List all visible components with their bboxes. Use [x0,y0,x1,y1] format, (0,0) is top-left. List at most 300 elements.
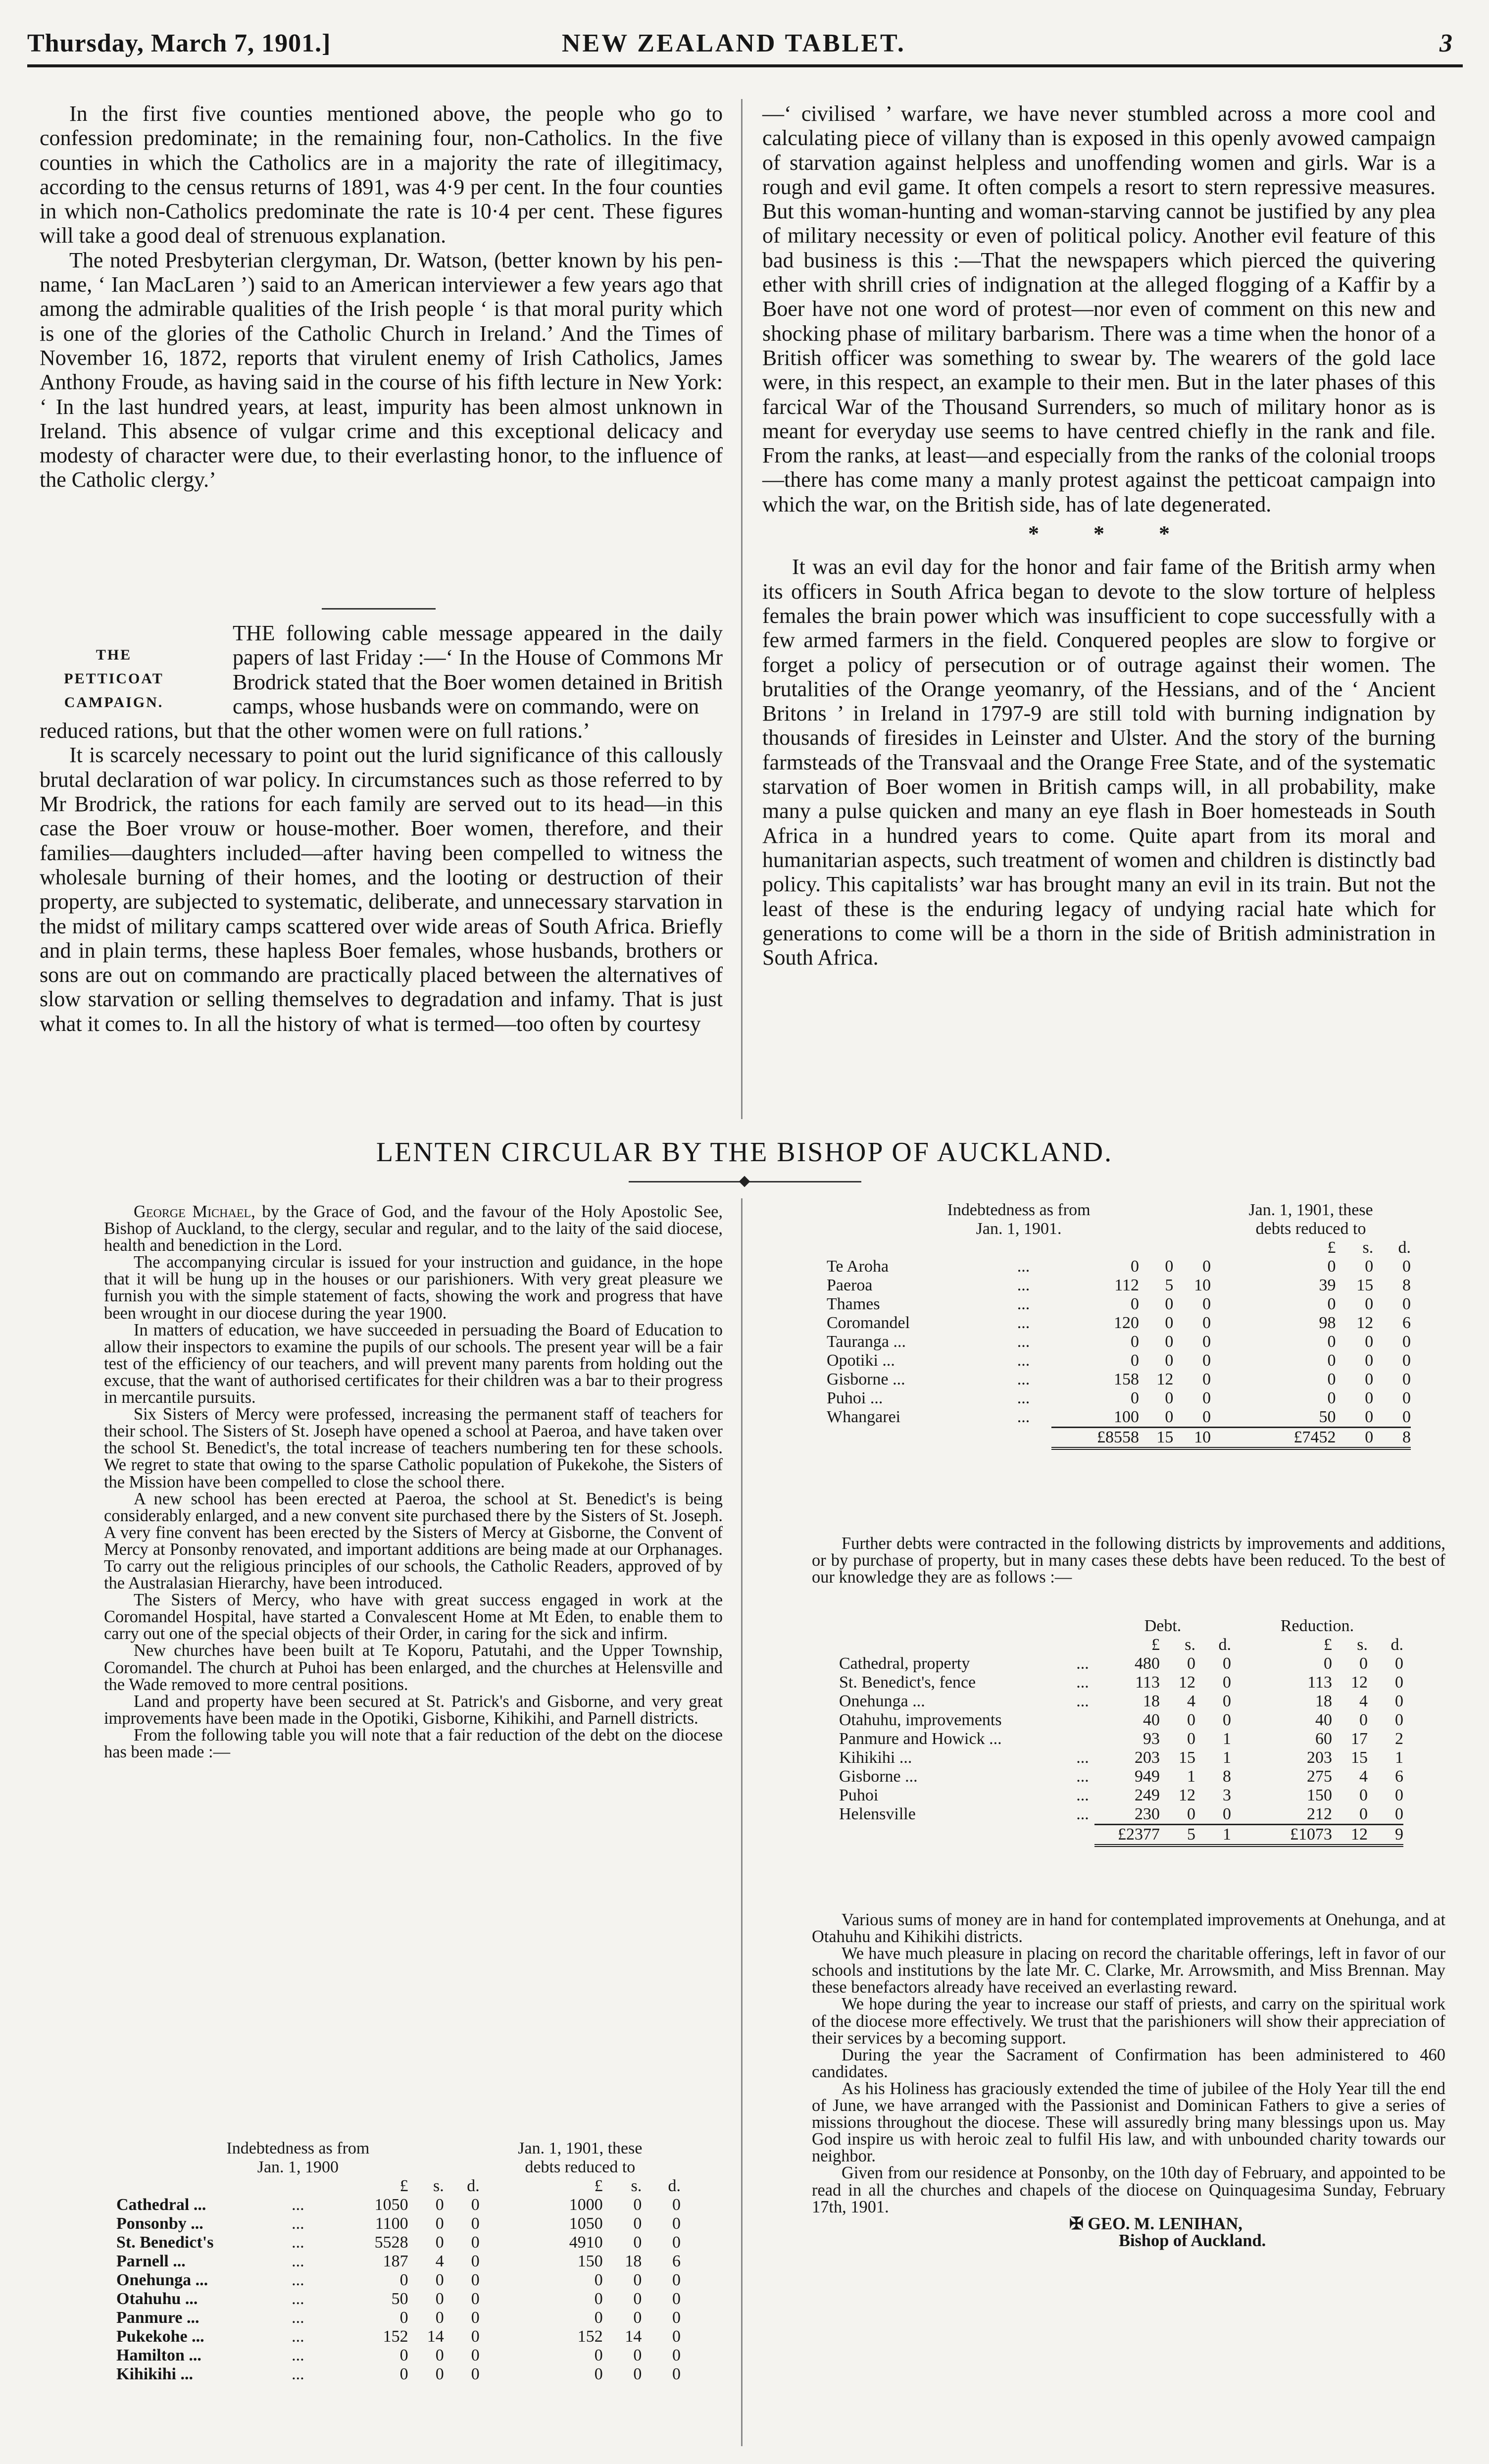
row-leader: ... [1017,1276,1030,1294]
reduced-pounds: 0 [594,2309,603,2327]
signature: ✠ GEO. M. LENIHAN, [1069,2214,1242,2233]
row-leader: ... [292,2196,304,2214]
paragraph: Further debts were contracted in the following districts by improvements and additions, or by purchase of property, but in many cases these debts have been reduced. To the best of our knowledge they are as follows :— [812,1534,1445,1587]
table-head-left: Indebtedness as from [226,2139,370,2157]
debt-shillings: 15 [1179,1748,1195,1767]
reduced-shillings: 17 [1351,1730,1368,1748]
table-head-right: Jan. 1, 1901, these [518,2139,643,2157]
reduced-shillings: 4 [1359,1692,1368,1710]
paragraph: The accompanying circular is issued for your instruction and guidance, in the hope that it will be hung up in the houses or our parishioners. With very great pleasure we furnish you with the simple statement of facts, showing the work and progress that have been wrought in our diocese during the year 1900. [104,1253,723,1323]
table-row [116,2346,681,2365]
debt-shillings: 5 [1165,1276,1174,1294]
debt-pence: 0 [471,2290,480,2308]
debt-pounds: 40 [1143,1711,1160,1729]
upper-left-column [40,102,723,492]
debt-pence: 1 [1223,1748,1231,1767]
debt-pence: 0 [471,2233,480,2252]
table-row [116,2271,681,2290]
table-row [839,1786,1403,1805]
row-leader: ... [1017,1295,1030,1313]
reduced-shillings: 15 [1356,1276,1374,1294]
debt-shillings: 12 [1179,1673,1195,1692]
debt-pounds: 50 [391,2290,408,2308]
debt-pence: 0 [1202,1314,1211,1332]
reduced-pounds: 275 [1307,1767,1332,1786]
upper-left-column-cont [40,621,723,1036]
table-row [116,2290,681,2309]
debt-pounds: 949 [1135,1767,1160,1786]
paragraph: The noted Presbyterian clergyman, Dr. Watson, (better known by his pen-name, ‘ Ian MacLaren ’) said to an American interviewer a few years ago that among the admirable qualities of the Irish people ‘ is that moral purity which is one of the glories of the Catholic Church in Ireland.’ And the Times of November 16, 1872, reports that virulent enemy of Irish Catholics, James Anthony Froude, as having said in the course of his fifth lecture in New York: ‘ In the last hundred years, at least, impurity has been almost unknown in Ireland. This absence of vulgar crime and this exceptional delicacy and modesty of character were due, to their everlasting honor, to the influence of the Catholic clergy.’ [40,248,723,492]
ornament-diamond [739,1176,750,1187]
reduced-pence: 0 [672,2233,681,2252]
debt-shillings: 0 [1165,1351,1174,1370]
debt-pence: 0 [471,2309,480,2327]
debt-pence: 3 [1223,1786,1231,1804]
debt-shillings: 0 [435,2290,444,2308]
reduced-pounds: 0 [1327,1257,1336,1276]
debt-pence: 0 [1202,1408,1211,1426]
debt-pence: 0 [1223,1805,1231,1823]
reduced-pence: 0 [1402,1370,1411,1388]
table-body [839,1654,1403,1825]
paragraph: In matters of education, we have succeeded in persuading the Board of Education to allow their inspectors to examine the pupils of our schools. The present year will be a fair test of the efficiency of our teachers, and will prevent many parents from holding out the excuse, that the want of authorised certificates for their children was a bar to their progress in mercantile pursuits. [104,1320,723,1407]
paragraph: We hope during the year to increase our staff of priests, and carry on the spiritual work of the diocese more effectively. We trust that the parishioners will show their appreciation of their services by a becoming support. [812,1995,1445,2048]
paragraph: Given from our residence at Ponsonby, on the 10th day of February, and appointed to be read in all the churches and chapels of the diocese on Quinquagesima Sunday, February 17th, 1901. [812,2163,1445,2216]
reduced-shillings: 18 [625,2252,642,2270]
reduced-pounds: 18 [1315,1692,1332,1710]
row-leader: ... [1076,1767,1089,1786]
reduced-pence: 0 [1395,1805,1403,1823]
debt-pounds: 0 [1130,1295,1139,1313]
debt-pence: 0 [471,2365,480,2383]
debt-shillings: 0 [435,2346,444,2364]
table-total-row: £2377 5 1 £1073 12 9 [839,1825,1403,1846]
row-leader: ... [292,2290,304,2308]
row-name: Panmure ... [116,2309,199,2327]
reduced-shillings: 15 [1351,1748,1368,1767]
paragraph: Land and property have been secured at St. Patrick's and Gisborne, and very great improvements have been made in the Opotiki, Gisborne, Kihikihi, and Parnell districts. [104,1692,723,1728]
reduced-shillings: 12 [1351,1673,1368,1692]
circular-left-column [104,1203,723,1760]
signature-title: Bishop of Auckland. [1119,2231,1266,2250]
reduced-shillings: 0 [633,2214,642,2233]
debt-pounds: 0 [399,2271,408,2289]
debt-shillings: 0 [1187,1730,1195,1748]
debt-pounds: 112 [1114,1276,1139,1294]
reduced-shillings: 0 [1365,1295,1374,1313]
row-name: Tauranga ... [827,1333,906,1351]
debt-pounds: 187 [383,2252,408,2270]
debt-pounds: 120 [1113,1314,1139,1332]
debt-shillings: 0 [1187,1654,1195,1673]
debt-shillings: 12 [1179,1786,1195,1804]
paragraph: It was an evil day for the honor and fair fame of the British army when its officers in South Africa began to devote to the slow torture of helpless females the brain power which was insufficient to cope successfully with a few armed farmers in the field. Conquered peoples are slow to forgive or forget a policy of persecution or of outrage against their women. The brutalities of the Orange yeomanry, of the Hessians, and of the ‘ Ancient Britons ’ in Ireland in 1797-9 are still told with burning indignation by thousands of firesides in Leinster and Ulster. And the story of the burning farmsteads of the Transvaal and the Orange Free State, and of the systematic starvation of Boer women in British camps will, in all probability, make many a pulse quicken and many an eye flash in Boer homesteads in South Africa in a hundred years to come. Quite apart from its moral and humanitarian aspects, such treatment of women and children is distinctly bad policy. This capitalists’ war has brought many an evil in its train. But not the least of these is the enduring legacy of undying racial hate which for generations to come will be a thorn in the side of British administration in South Africa. [762,555,1436,970]
row-name: Parnell ... [116,2252,186,2270]
debt-table-1900: Indebtedness as from Jan. 1, 1901, these Jan. 1, 1900 debts reduced to £ s. d. £ s. d. Cathedral ... ... 1050 0 0 1000 0 0 Ponsonby ... ... 1100 0 0 1050 0 0 St. Benedict's ... 5528 0 0 4910 0 0 Parnell ... ... 187 4 0 150 18 6 Onehunga ... ... 0 0 0 0 0 0 Otahuhu ... ... 50 0 0 0 0 0 Panmure ... ... 0 0 0 0 0 0 Pukekohe ... ... 152 14 0 152 14 0 Hamilton ... ... 0 0 0 0 0 0 Kihikihi ... ... 0 0 0 0 0 0 [116,2139,681,2383]
reduced-shillings: 0 [1359,1711,1368,1729]
reduced-shillings: 0 [633,2365,642,2383]
row-name: Ponsonby ... [116,2214,203,2233]
debt-shillings: 0 [435,2309,444,2327]
table-row [839,1805,1403,1825]
debt-pence: 0 [1223,1654,1231,1673]
reduced-pounds: 39 [1319,1276,1336,1294]
reduced-pounds: 4910 [569,2233,603,2252]
reduced-pounds: 0 [1327,1389,1336,1407]
reduced-shillings: 0 [1359,1786,1368,1804]
reduced-pounds: 40 [1315,1711,1332,1729]
reduced-shillings: 0 [633,2309,642,2327]
table-row [839,1711,1403,1730]
debt-shillings: 0 [435,2365,444,2383]
debt-pence: 0 [1202,1389,1211,1407]
debt-pounds: 203 [1135,1748,1160,1767]
reduced-shillings: 0 [1365,1389,1374,1407]
debt-pounds: 0 [1130,1257,1139,1276]
row-name: Gisborne ... [839,1767,918,1786]
debt-pence: 0 [1202,1257,1211,1276]
row-leader: ... [292,2252,304,2270]
debt-pounds: 0 [399,2309,408,2327]
circular-title: LENTEN CIRCULAR BY THE BISHOP OF AUCKLAND. [376,1137,1113,1168]
row-leader: ... [1076,1805,1089,1823]
debt-pounds: 5528 [374,2233,408,2252]
debt-pounds: 1100 [375,2214,408,2233]
debt-pence: 0 [471,2214,480,2233]
debt-pounds: 18 [1143,1692,1160,1710]
reduced-shillings: 0 [633,2196,642,2214]
row-name: St. Benedict's [116,2233,214,2252]
row-leader: ... [1017,1389,1030,1407]
further-debts-table: Debt. Reduction. £ s. d. £ s. d. Cathedral, property ... 480 0 0 0 0 0 St. Benedict's, fence ... 113 12 0 113 12 0 Onehunga ... ... 18 4 0 18 4 0 Otahuhu, improvements 40 0 0 40 0 0 Panmure and Howick ... 93 0 1 60 17 2 Kihikihi ... ... 203 15 1 203 15 1 Gisborne ... ... 949 1 8 275 4 6 Puhoi ... 249 12 3 150 0 0 Helensville ... 230 0 0 212 0 0 £2377 5 1 £1073 12 9 [839,1617,1403,1847]
reduced-pounds: 0 [594,2271,603,2289]
paragraph: George Michael, by the Grace of God, and the favour of the Holy Apostolic See, Bishop of Auckland, to the clergy, secular and regular, and to the laity of the said diocese, health and benediction in the Lord. [104,1202,723,1255]
reduced-pence: 0 [1395,1692,1403,1710]
debt-shillings: 4 [435,2252,444,2270]
table-row [116,2327,681,2346]
reduced-pounds: 203 [1307,1748,1332,1767]
reduced-pence: 0 [1395,1654,1403,1673]
debt-shillings: 1 [1187,1767,1195,1786]
reduced-pence: 0 [1402,1333,1411,1351]
paragraph: THE following cable message appeared in the daily papers of last Friday :—‘ In the House of Commons Mr Brodrick stated that the Boer women detained in British camps, whose husbands were on commando, were on [233,621,723,719]
debt-pence: 0 [1202,1295,1211,1313]
row-leader: ... [292,2309,304,2327]
row-leader: ... [292,2271,304,2289]
table-row [827,1333,1411,1351]
debt-pounds: 93 [1143,1730,1160,1748]
reduced-shillings: 12 [1356,1314,1374,1332]
row-name: St. Benedict's, fence [839,1673,976,1692]
row-name: Pukekohe ... [116,2327,204,2346]
reduced-pounds: 0 [1327,1333,1336,1351]
reduced-shillings: 0 [1365,1408,1374,1426]
debt-pence: 0 [1202,1370,1211,1388]
paragraph: The Sisters of Mercy, who have with great success engaged in work at the Coromandel Hospital, have started a Convalescent Home at Mt Eden, to enable them to carry out one of the special objects of their Order, in caring for the sick and infirm. [104,1591,723,1643]
reduced-pence: 0 [672,2327,681,2346]
reduced-pounds: 0 [1324,1654,1332,1673]
reduced-pence: 0 [1402,1295,1411,1313]
debt-pounds: 0 [399,2365,408,2383]
debt-pence: 0 [1223,1673,1231,1692]
reduced-shillings: 0 [1365,1257,1374,1276]
row-leader [1071,1711,1094,1730]
reduced-pounds: 0 [1327,1351,1336,1370]
table-row [116,2196,681,2214]
reduced-pence: 6 [1395,1767,1403,1786]
section-divider [322,608,436,610]
debt-pounds: 158 [1113,1370,1139,1388]
table-body [827,1257,1411,1428]
debt-pence: 8 [1223,1767,1231,1786]
debt-pence: 0 [471,2327,480,2346]
debt-pence: 1 [1223,1730,1231,1748]
reduced-pounds: 50 [1319,1408,1336,1426]
row-leader: ... [292,2346,304,2364]
row-name: Hamilton ... [116,2346,201,2364]
reduced-shillings: 0 [633,2346,642,2364]
reduced-shillings: 0 [633,2290,642,2308]
circular-right-text-1 [812,1535,1445,1586]
debt-pounds: 230 [1135,1805,1160,1823]
row-name: Puhoi ... [827,1389,883,1407]
reduced-pence: 0 [1395,1673,1403,1692]
debt-shillings: 0 [1165,1314,1174,1332]
row-name: Gisborne ... [827,1370,905,1388]
table-row [827,1408,1411,1428]
row-leader: ... [1076,1786,1089,1804]
paragraph: reduced rations, but that the other women were on full rations.’ [40,719,590,743]
reduced-shillings: 4 [1359,1767,1368,1786]
reduced-pounds: 1050 [569,2214,603,2233]
paragraph: —‘ civilised ’ warfare, we have never stumbled across a more cool and calculating piece of villany than is exposed in this openly avowed campaign of starvation against helpless and unoffending women and girls. War is a rough and evil game. It often compels a resort to stern repressive measures. But this woman-hunting and woman-starving cannot be justified by any plea of military necessity or even of political policy. Another evil feature of this bad business is this :—That the newspapers which pierced the quivering ether with shrill cries of indignation at the alleged flogging of a Kaffir by a Boer have not one word of protest—nor even of comment on this new and shocking phase of military barbarism. There was a time when the honor of a British officer was something to swear by. The wearers of the gold lace were, in this respect, an example to their men. But in the later phases of this farcical War of the Thousand Surrenders, so much of military honor as is meant for everyday use seems to have centred chiefly in the rank and file. From the ranks, at least—and especially from the ranks of the colonial troops—there has come many a manly protest against the petticoat campaign into which the war, on the British side, has of late degenerated. [762,102,1436,516]
table-row [827,1389,1411,1408]
row-leader: ... [292,2214,304,2233]
debt-pence: 0 [1223,1711,1231,1729]
row-name: Onehunga ... [116,2271,208,2289]
table-total-row: £8558 15 10 £7452 0 8 [827,1428,1411,1449]
debt-pounds: 152 [383,2327,408,2346]
row-leader: ... [1076,1673,1089,1692]
table-row [827,1276,1411,1295]
reduced-pence: 0 [1395,1786,1403,1804]
debt-shillings: 14 [427,2327,444,2346]
table-row [116,2365,681,2384]
row-leader: ... [1076,1748,1089,1767]
debt-pence: 0 [471,2346,480,2364]
paragraph: From the following table you will note that a fair reduction of the debt on the diocese has been made :— [104,1725,723,1761]
table-row [116,2309,681,2327]
reduced-pence: 0 [1402,1351,1411,1370]
reduced-pounds: 0 [594,2365,603,2383]
table-row [839,1767,1403,1786]
reduced-pence: 1 [1395,1748,1403,1767]
row-leader: ... [1017,1351,1030,1370]
debt-shillings: 0 [435,2271,444,2289]
reduced-pence: 0 [672,2290,681,2308]
row-name: Otahuhu, improvements [839,1711,1002,1729]
table-row [827,1314,1411,1333]
reduced-pounds: 152 [577,2327,603,2346]
reduced-shillings: 0 [633,2233,642,2252]
reduced-pence: 0 [672,2214,681,2233]
row-leader: ... [1017,1314,1030,1332]
table-row [839,1654,1403,1673]
paragraph: During the year the Sacrament of Confirmation has been administered to 460 candidates. [812,2045,1445,2081]
row-name: Paeroa [827,1276,873,1294]
reduced-pounds: 212 [1307,1805,1332,1823]
debt-shillings: 0 [435,2233,444,2252]
debt-shillings: 0 [1165,1295,1174,1313]
table-row [827,1370,1411,1389]
row-name: Onehunga ... [839,1692,925,1710]
row-leader: ... [1076,1692,1089,1710]
reduced-pounds: 0 [1327,1370,1336,1388]
table-row [116,2214,681,2233]
debt-pence: 0 [1202,1333,1211,1351]
table-row [839,1673,1403,1692]
debt-pence: 0 [471,2252,480,2270]
reduced-pence: 0 [672,2346,681,2364]
issue-date: Thursday, March 7, 1901.] [27,29,331,57]
debt-shillings: 0 [1165,1333,1174,1351]
paragraph: Six Sisters of Mercy were professed, increasing the permanent staff of teachers for their school. The Sisters of St. Joseph have opened a school at Paeroa, and have taken over the school St. Benedict's, the total increase of teachers numbering ten for these schools. We regret to state that owing to the sparse Catholic population of Pukekohe, the Sisters of the Mission have been compelled to close the school there. [104,1405,723,1491]
debt-shillings: 0 [1165,1408,1174,1426]
debt-pence: 0 [1223,1692,1231,1710]
reduced-shillings: 0 [1359,1654,1368,1673]
paragraph: We have much pleasure in placing on record the charitable offerings, left in favor of our schools and institutions by the late Mr. C. Clarke, Mr. Arrowsmith, and Miss Brennan. May these benefactors already have received an everlasting reward. [812,1944,1445,1997]
reduced-pence: 0 [672,2365,681,2383]
table-row [839,1730,1403,1748]
debt-pounds: 1050 [374,2196,408,2214]
reduced-pence: 0 [1402,1408,1411,1426]
debt-shillings: 0 [1187,1805,1195,1823]
debt-shillings: 0 [435,2196,444,2214]
side-heading: THE PETTICOAT CAMPAIGN. [64,647,164,711]
debt-pounds: 249 [1135,1786,1160,1804]
reduced-shillings: 0 [1359,1805,1368,1823]
reduced-pounds: 150 [1307,1786,1332,1804]
reduced-shillings: 0 [633,2271,642,2289]
row-leader: ... [292,2327,304,2346]
reduced-pence: 2 [1395,1730,1403,1748]
reduced-shillings: 0 [1365,1333,1374,1351]
reduced-pounds: 1000 [569,2196,603,2214]
debt-table-1901: Indebtedness as from Jan. 1, 1901, these Jan. 1, 1901. debts reduced to £ s. d. Te Aroha ... 0 0 0 0 0 0 Paeroa ... 112 5 10 39 15 8 Thames ... 0 0 0 0 0 0 Coromandel ... 120 0 0 98 12 6 Tauranga ... ... 0 0 0 0 0 0 Opotiki ... ... 0 0 0 0 0 0 Gisborne ... ... 158 12 0 0 0 0 Puhoi ... ... 0 0 0 0 0 0 Whangarei ... 100 0 0 50 0 0 £8558 15 10 £7452 0 8 [827,1201,1411,1450]
row-leader: ... [1076,1654,1089,1673]
debt-pounds: 100 [1113,1408,1139,1426]
reduced-shillings: 0 [1365,1351,1374,1370]
row-leader: ... [1017,1370,1030,1388]
debt-shillings: 0 [1165,1257,1174,1276]
reduced-pence: 0 [672,2196,681,2214]
reduced-pence: 6 [1402,1314,1411,1332]
reduced-shillings: 14 [625,2327,642,2346]
reduced-pounds: 60 [1315,1730,1332,1748]
debt-pounds: 113 [1135,1673,1160,1692]
reduced-shillings: 0 [1365,1370,1374,1388]
row-leader: ... [292,2365,304,2383]
reduced-pence: 0 [1395,1711,1403,1729]
table-row [827,1257,1411,1276]
debt-pence: 0 [471,2196,480,2214]
page-number: 3 [1439,29,1453,57]
table-row [116,2233,681,2252]
row-name: Te Aroha [827,1257,889,1276]
row-name: Cathedral, property [839,1654,970,1673]
row-name: Puhoi [839,1786,879,1804]
paragraph: As his Holiness has graciously extended the time of jubilee of the Holy Year till the end of June, we have arranged with the Passionist and Dominican Fathers to give a series of missions throughout the diocese. These will assuredly bring many blessings upon us. May God inspire us with heroic zeal to fulfil His law, and with unbounded charity towards our neighbor. [812,2079,1445,2166]
table-body [116,2196,681,2384]
author-name: George Michael, [134,1202,255,1221]
row-name: Thames [827,1295,880,1313]
column-rule [741,1198,743,2446]
table-row [839,1748,1403,1767]
debt-shillings: 4 [1187,1692,1195,1710]
debt-shillings: 0 [1165,1389,1174,1407]
reduced-pounds: 150 [577,2252,603,2270]
debt-shillings: 0 [1187,1711,1195,1729]
row-name: Panmure and Howick ... [839,1730,1002,1748]
reduced-pence: 6 [672,2252,681,2270]
row-name: Helensville [839,1805,916,1823]
row-name: Coromandel [827,1314,910,1332]
reduced-pence: 8 [1402,1276,1411,1294]
paragraph: New churches have been built at Te Koporu, Patutahi, and the Upper Township, Coromandel. The church at Puhoi has been enlarged, and the churches at Helensville and the Wade removed to more central positions. [104,1641,723,1694]
debt-pounds: 0 [1130,1333,1139,1351]
column-rule [741,99,743,1119]
debt-pounds: 0 [1130,1389,1139,1407]
reduced-pounds: 98 [1319,1314,1336,1332]
separator-stars: * * * [1028,521,1170,546]
reduced-pounds: 0 [594,2290,603,2308]
debt-pence: 10 [1194,1276,1211,1294]
row-leader: ... [1017,1257,1030,1276]
reduced-pence: 0 [672,2271,681,2289]
reduced-pence: 0 [1402,1389,1411,1407]
reduced-pounds: 113 [1307,1673,1332,1692]
row-name: Whangarei [827,1408,901,1426]
upper-right-column [762,102,1436,970]
debt-pounds: 480 [1135,1654,1160,1673]
paragraph: In the first five counties mentioned above, the people who go to confession predominate; in the remaining four, non-Catholics. In the five counties in which the Catholics are in a majority the rate of illegitimacy, according to the census returns of 1891, was 4·9 per cent. In the four counties in which non-Catholics predominate the rate is 10·4 per cent. These figures will take a good deal of strenuous explanation. [40,102,723,248]
debt-pounds: 0 [399,2346,408,2364]
table-row [839,1692,1403,1711]
masthead-title: NEW ZEALAND TABLET. [562,29,906,57]
row-leader: ... [292,2233,304,2252]
row-name: Kihikihi ... [839,1748,912,1767]
paragraph: It is scarcely necessary to point out the lurid significance of this callously brutal declaration of war policy. In circumstances such as those referred to by Mr Brodrick, the rations for each family are served out to its head—in this case the Boer vrouw or house-mother. Boer women, therefore, and their families—daughters included—after having been compelled to witness the wholesale burning of their homes, and the looting or destruction of their property, are subjected to systematic, deliberate, and unnecessary starvation in the midst of military camps scattered over wide areas of South Africa. Briefly and in plain terms, these hapless Boer females, whose husbands, brothers or sons are out on commando are practically placed between the alternatives of slow starvation or selling themselves to degradation and infamy. That is just what it comes to. In all the history of what is termed—too often by courtesy [40,743,723,1036]
row-leader [1071,1730,1094,1748]
table-row [116,2252,681,2271]
row-name: Kihikihi ... [116,2365,193,2383]
reduced-pence: 0 [672,2309,681,2327]
circular-right-text-2 [812,1911,1445,2249]
debt-shillings: 0 [435,2214,444,2233]
paragraph: Various sums of money are in hand for contemplated improvements at Onehunga, and at Otahuhu and Kihikihi districts. [812,1910,1445,1947]
debt-shillings: 12 [1156,1370,1174,1388]
debt-pounds: 0 [1130,1351,1139,1370]
row-leader: ... [1017,1333,1030,1351]
reduced-pence: 0 [1402,1257,1411,1276]
row-name: Opotiki ... [827,1351,895,1370]
reduced-pounds: 0 [594,2346,603,2364]
table-row [827,1351,1411,1370]
paragraph: A new school has been erected at Paeroa, the school at St. Benedict's is being considerably enlarged, and a new convent site purchased there by the Sisters of St. Joseph. A very fine convent has been erected by the Sisters of Mercy at Gisborne, the Convent of Mercy at Ponsonby renovated, and important additions are being made at our Orphanages. To carry out the religious principles of our schools, the Catholic Readers, approved of by the Australasian Hierarchy, have been introduced. [104,1489,723,1593]
debt-pence: 0 [1202,1351,1211,1370]
row-name: Cathedral ... [116,2196,206,2214]
row-name: Otahuhu ... [116,2290,198,2308]
